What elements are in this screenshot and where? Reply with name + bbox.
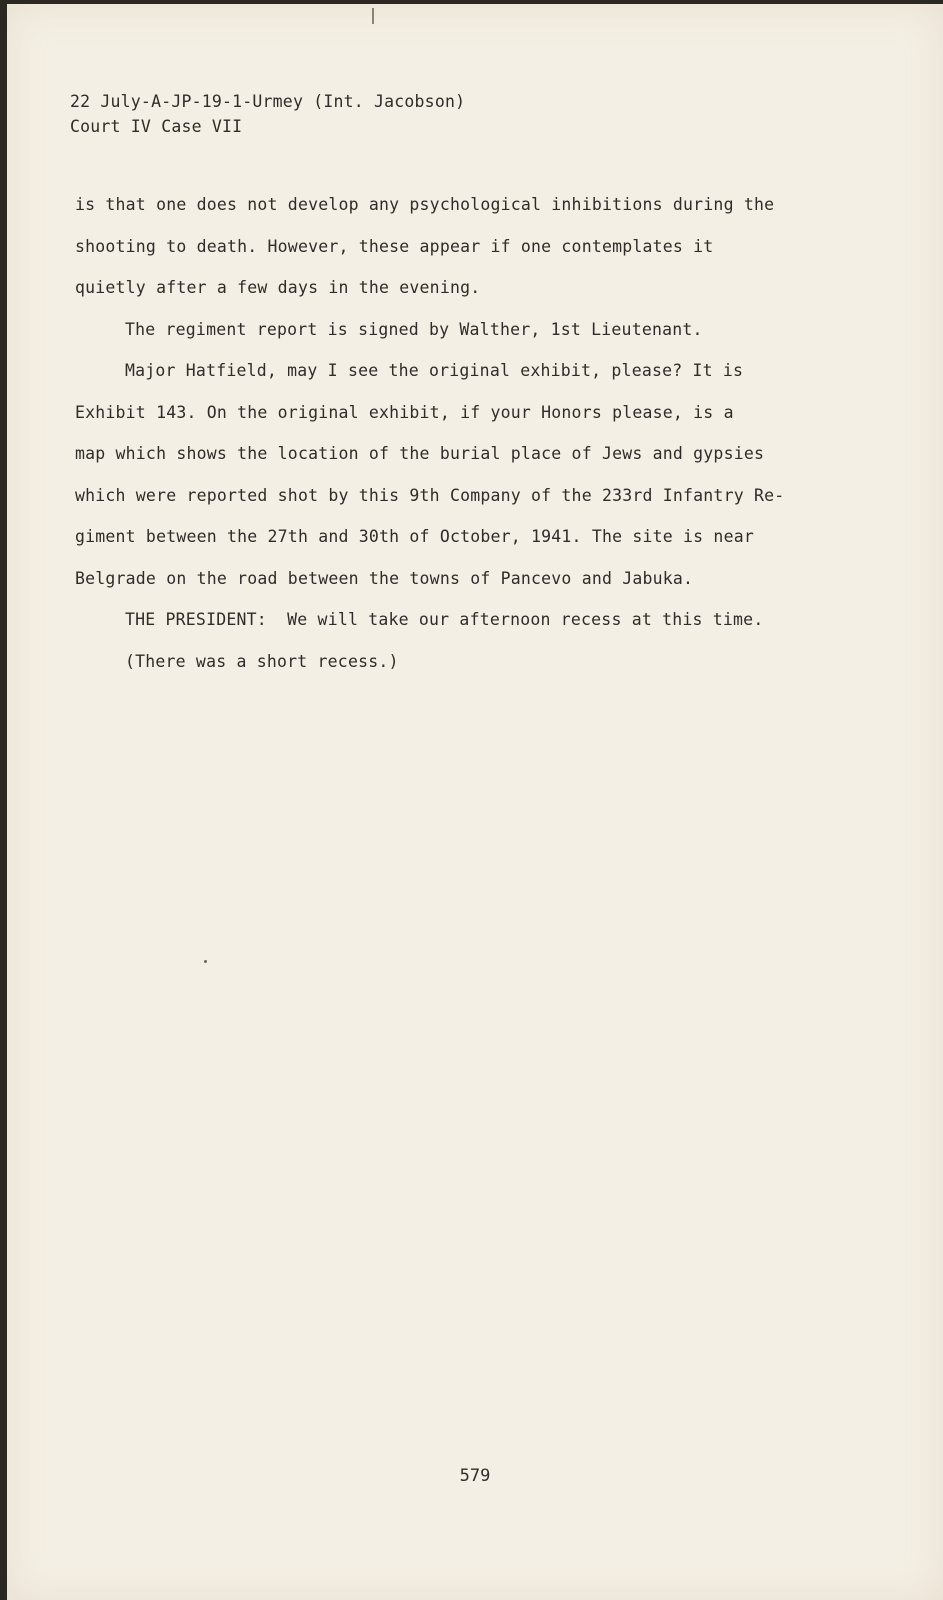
transcript-line: Major Hatfield, may I see the original exhibit, please? It is	[125, 361, 744, 380]
paper-speck	[204, 960, 207, 963]
transcript-line: is that one does not develop any psychological inhibitions during the	[75, 195, 775, 214]
document-page	[7, 4, 943, 1600]
transcript-line: Belgrade on the road between the towns of Pancevo and Jabuka.	[75, 568, 694, 588]
transcript-line: shooting to death. However, these appear if one contemplates it	[75, 236, 714, 256]
transcript-line: quietly after a few days in the evening.	[75, 278, 481, 297]
transcript-line: map which shows the location of the burial place of Jews and gypsies	[75, 444, 765, 463]
binding-mark	[372, 8, 374, 24]
transcript-line: giment between the 27th and 30th of October, 1941. The site is near	[75, 527, 754, 546]
transcript-body	[75, 184, 795, 682]
transcript-line: (There was a short recess.)	[125, 651, 399, 671]
page-number: 579	[459, 1466, 491, 1486]
president-statement	[75, 599, 795, 641]
statement-text: We will take our afternoon recess at this time.	[287, 610, 764, 629]
speaker-label: THE PRESIDENT:	[125, 610, 267, 629]
header-docket: 22 July-A-JP-19-1-Urmey (Int. Jacobson)	[70, 92, 466, 111]
transcript-line: which were reported shot by this 9th Company of the 233rd Infantry Re-	[75, 485, 785, 505]
transcript-line: The regiment report is signed by Walther, 1st Lieutenant.	[125, 319, 703, 339]
header-court-case: Court IV Case VII	[70, 117, 243, 136]
transcript-line: Exhibit 143. On the original exhibit, if your Honors please, is a	[75, 402, 734, 422]
